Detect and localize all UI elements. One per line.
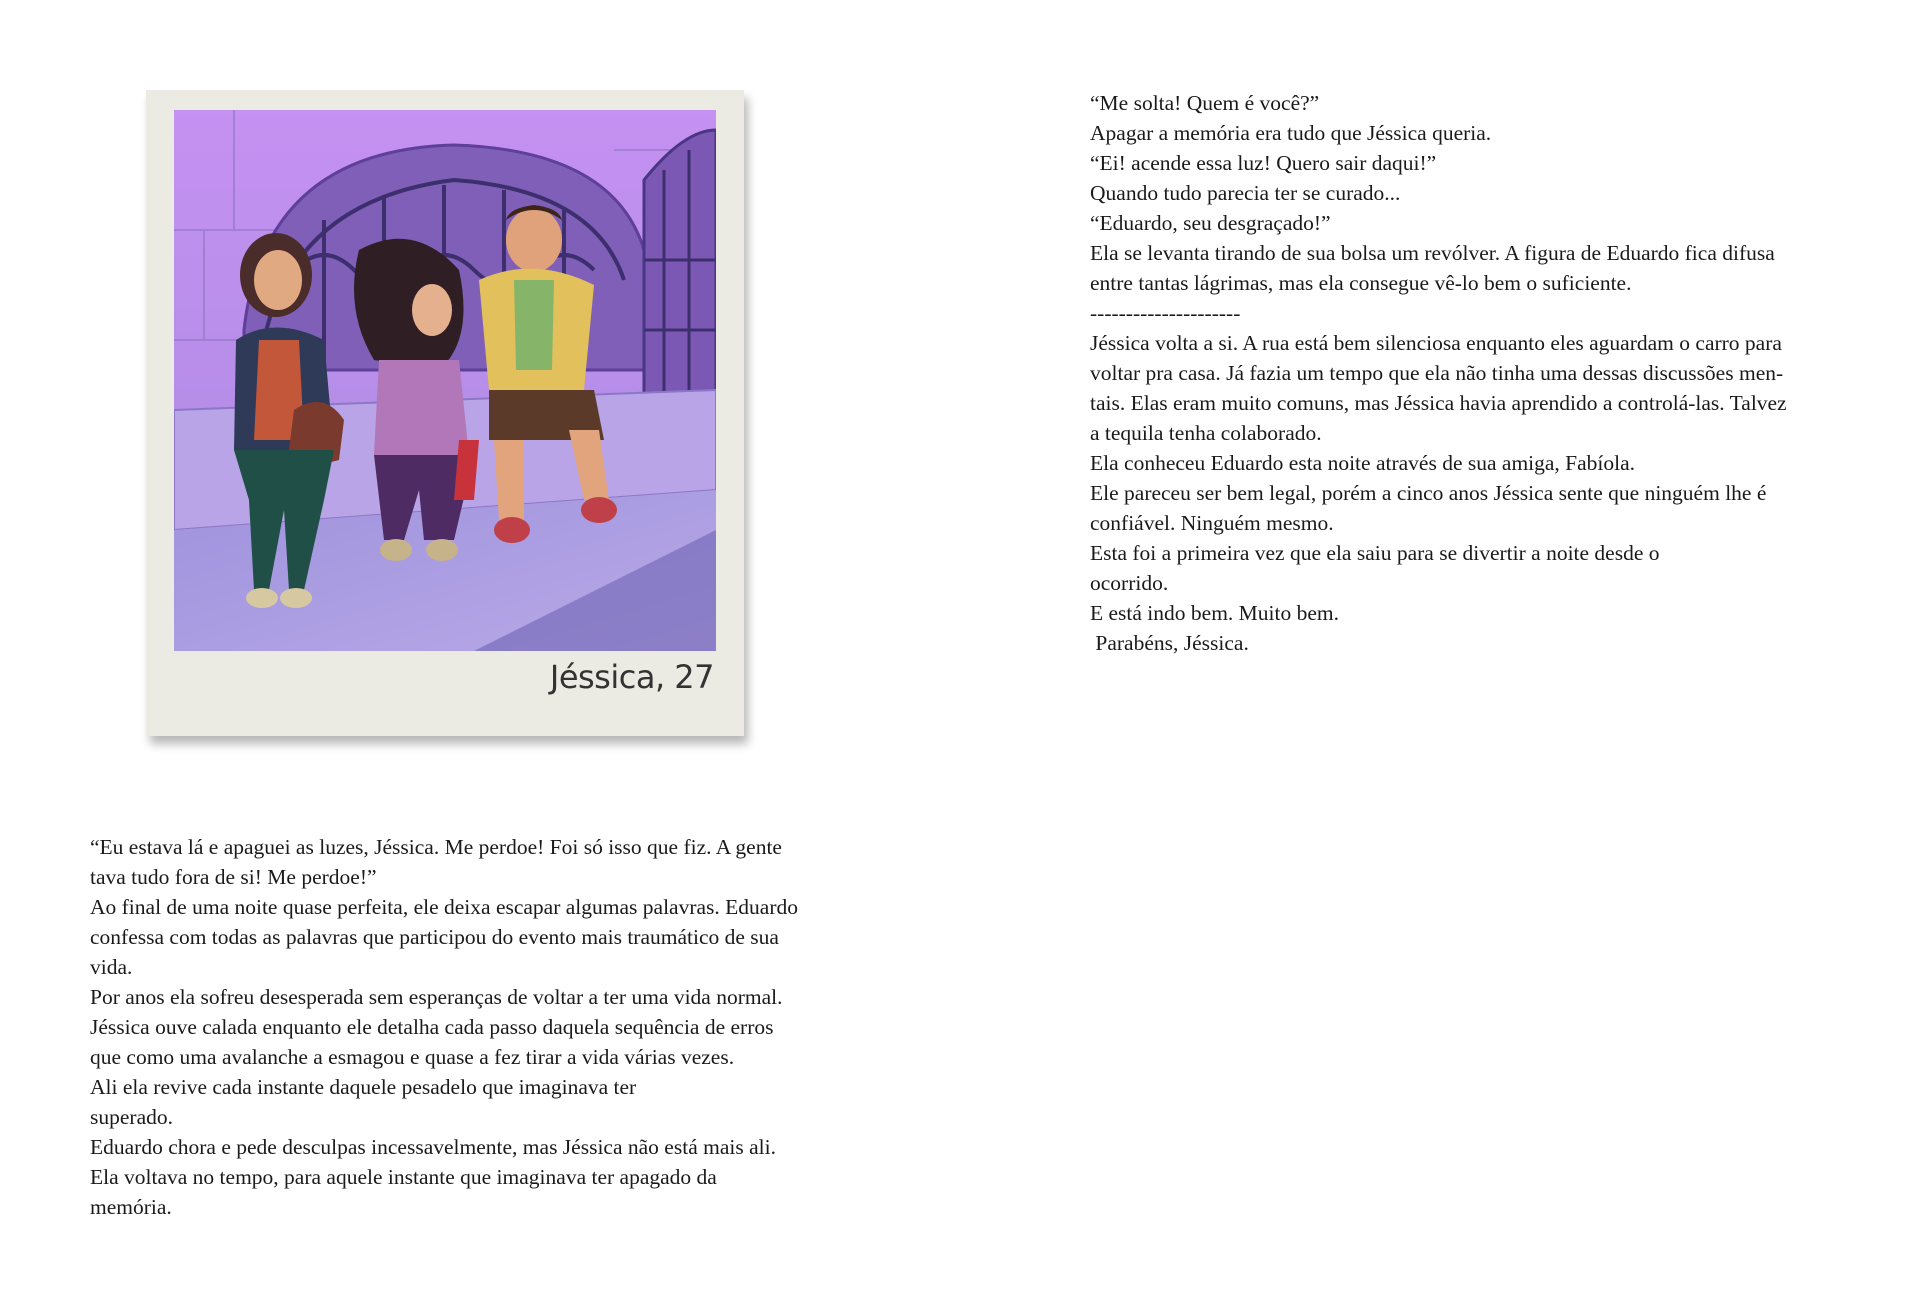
illustration-svg — [174, 110, 716, 651]
paragraph-line: “Eu estava lá e apaguei as luzes, Jéssica. Me perdoe! Foi só isso que fiz. A gente — [90, 835, 782, 859]
paragraph-line: Ela voltava no tempo, para aquele instante que imaginava ter apagado da — [90, 1165, 717, 1189]
paragraph-line: Jéssica ouve calada enquanto ele detalha cada passo daquela sequência de erros — [90, 1015, 774, 1039]
paragraph-line: Ali ela revive cada instante daquele pesadelo que imaginava ter — [90, 1075, 637, 1099]
scene-divider: --------------------- — [1090, 301, 1241, 325]
illustration-three-friends-on-bench — [174, 110, 716, 651]
paragraph-line: Apagar a memória era tudo que Jéssica queria. — [1090, 121, 1492, 145]
photo-caption: Jéssica, 27 — [549, 658, 714, 696]
left-story-text — [90, 832, 860, 1222]
paragraph-line: ocorrido. — [1090, 571, 1169, 595]
paragraph-line: “Eduardo, seu desgraçado!” — [1090, 211, 1331, 235]
paragraph-line: confiável. Ninguém mesmo. — [1090, 511, 1334, 535]
paragraph-line: tava tudo fora de si! Me perdoe!” — [90, 865, 377, 889]
paragraph-line: Esta foi a primeira vez que ela saiu para se divertir a noite desde o — [1090, 541, 1660, 565]
paragraph-line: Ao final de uma noite quase perfeita, ele deixa escapar algumas palavras. Eduardo — [90, 895, 798, 919]
paragraph-line: superado. — [90, 1105, 173, 1129]
paragraph-line: Parabéns, Jéssica. — [1090, 631, 1249, 655]
paragraph-line: confessa com todas as palavras que participou do evento mais traumático de sua — [90, 925, 779, 949]
paragraph-line: “Me solta! Quem é você?” — [1090, 91, 1320, 115]
paragraph-line: que como uma avalanche a esmagou e quase a fez tirar a vida várias vezes. — [90, 1045, 735, 1069]
polaroid-photo — [146, 90, 744, 736]
paragraph-line: “Ei! acende essa luz! Quero sair daqui!” — [1090, 151, 1437, 175]
paragraph-line: a tequila tenha colaborado. — [1090, 421, 1322, 445]
paragraph-line: Ela conheceu Eduardo esta noite através de sua amiga, Fabíola. — [1090, 451, 1636, 475]
paragraph-line: voltar pra casa. Já fazia um tempo que ela não tinha uma dessas discussões men- — [1090, 361, 1784, 385]
right-page — [960, 0, 1920, 1304]
paragraph-line: Eduardo chora e pede desculpas incessavelmente, mas Jéssica não está mais ali. — [90, 1135, 776, 1159]
paragraph-line: tais. Elas eram muito comuns, mas Jéssica havia aprendido a controlá-las. Talvez — [1090, 391, 1787, 415]
paragraph-line: Jéssica volta a si. A rua está bem silenciosa enquanto eles aguardam o carro para — [1090, 331, 1782, 355]
right-story-text — [1090, 88, 1850, 658]
paragraph-line: Por anos ela sofreu desesperada sem esperanças de voltar a ter uma vida normal. — [90, 985, 783, 1009]
paragraph-line: vida. — [90, 955, 133, 979]
paragraph-line: Ele pareceu ser bem legal, porém a cinco anos Jéssica sente que ninguém lhe é — [1090, 481, 1767, 505]
paragraph-line: memória. — [90, 1195, 172, 1219]
paragraph-line: Ela se levanta tirando de sua bolsa um revólver. A figura de Eduardo fica difusa — [1090, 241, 1775, 265]
paragraph-line: Quando tudo parecia ter se curado... — [1090, 181, 1401, 205]
paragraph-line: entre tantas lágrimas, mas ela consegue vê-lo bem o suficiente. — [1090, 271, 1632, 295]
paragraph-line: E está indo bem. Muito bem. — [1090, 601, 1340, 625]
